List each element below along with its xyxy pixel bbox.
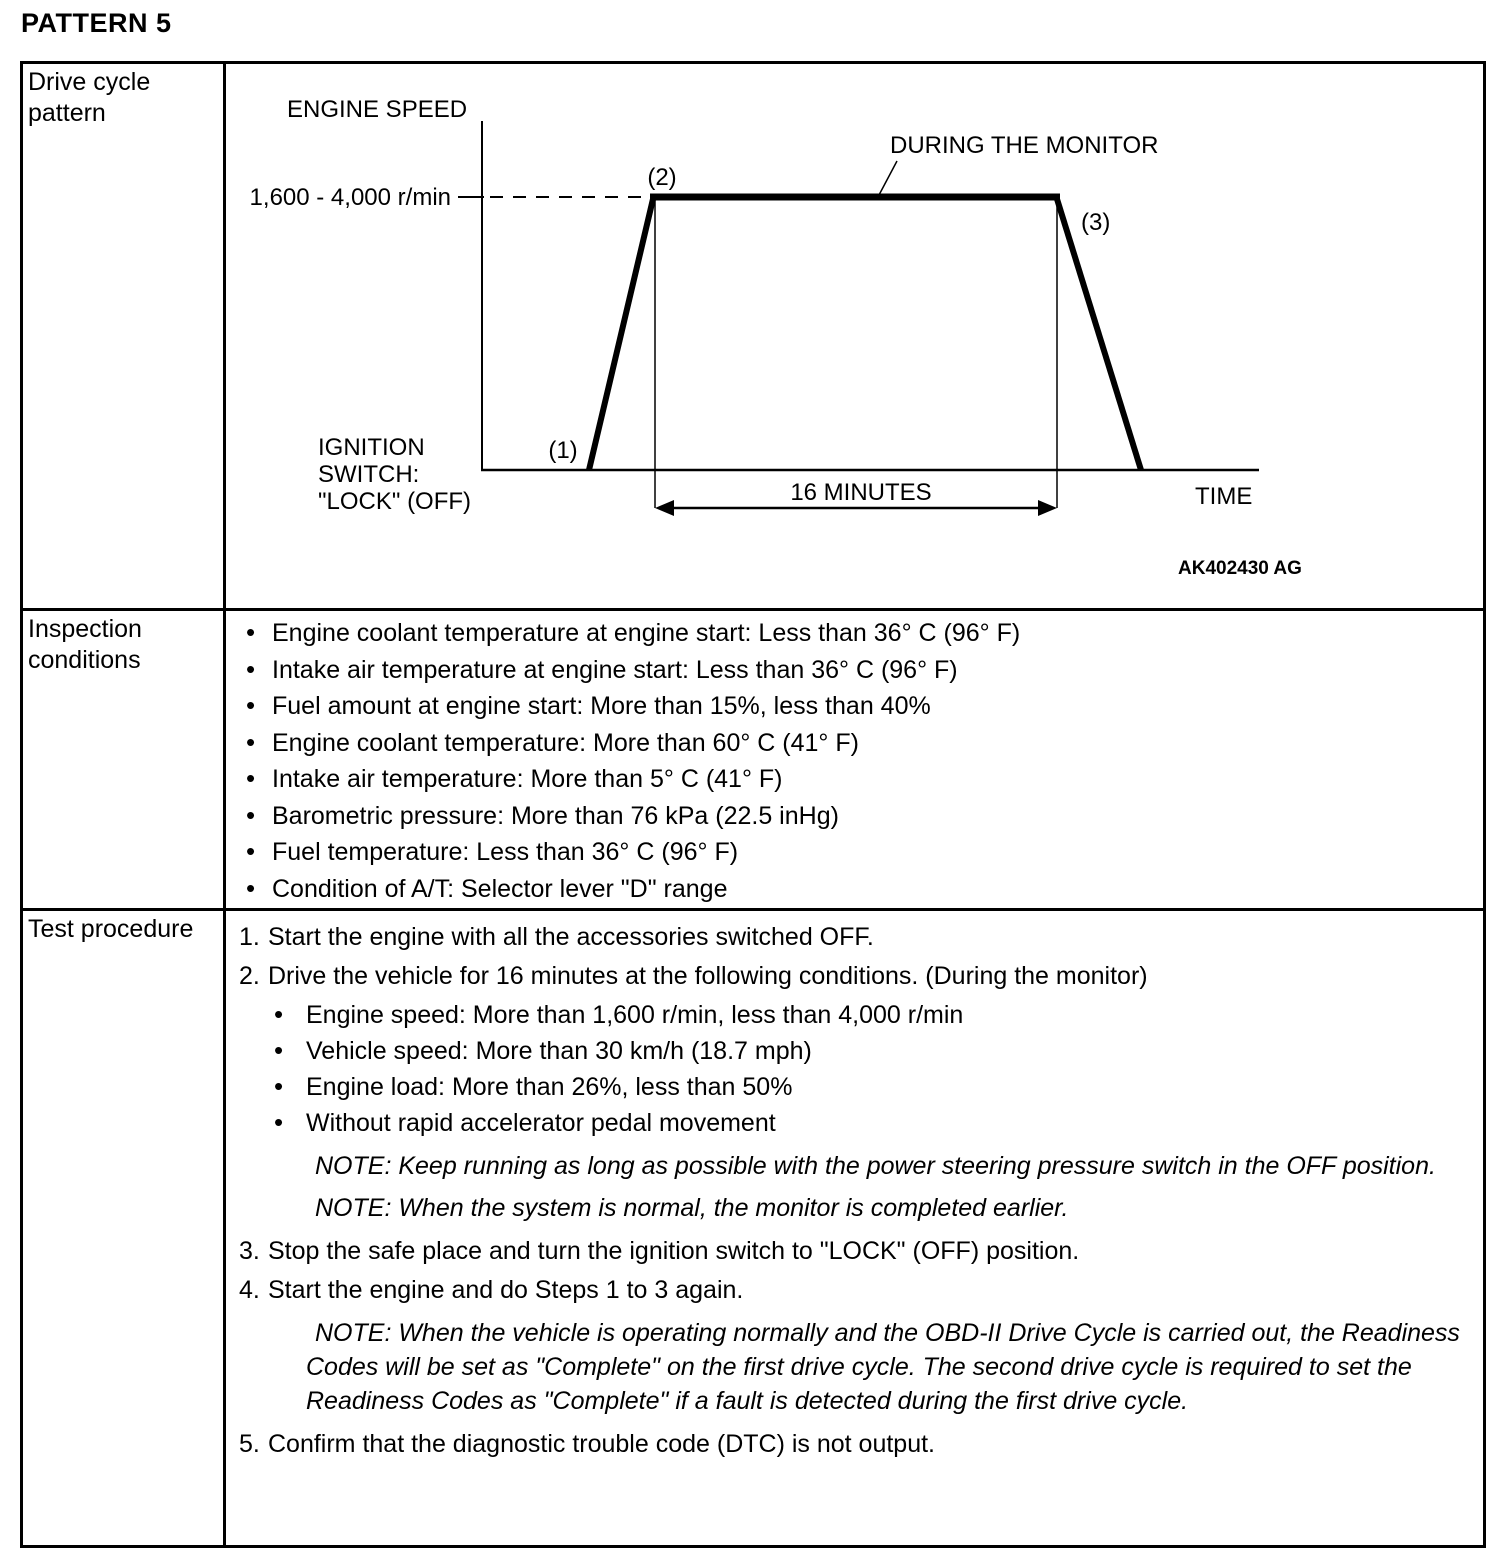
point-3-label: (3) (1081, 209, 1111, 236)
condition-text: Engine coolant temperature at engine start: Less than 36° C (96° F) (272, 619, 1021, 647)
point-1-label: (1) (548, 437, 578, 464)
procedure-step (226, 1233, 1471, 1269)
drive-cycle-pattern-table (20, 61, 1486, 1548)
ignition-label-line2: SWITCH: (318, 461, 420, 488)
during-monitor-label: DURING THE MONITOR (890, 132, 1159, 159)
sub-bullet-text: Without rapid accelerator pedal movement (306, 1109, 776, 1137)
bullet-icon: • (246, 872, 256, 903)
point-2-label: (2) (647, 164, 677, 191)
procedure-sub-bullet (226, 1069, 1471, 1105)
procedure-sub-bullet (226, 1033, 1471, 1069)
list-item (226, 761, 1473, 798)
condition-text: Fuel amount at engine start: More than 15%, less than 40% (272, 692, 931, 720)
figure-code: AK402430 AG (1178, 558, 1302, 579)
during-monitor-leader-line (879, 161, 897, 195)
step-text: Start the engine with all the accessories switched OFF. (268, 923, 874, 951)
list-item (226, 725, 1473, 762)
bullet-icon: • (246, 763, 256, 793)
step-text: Stop the safe place and turn the ignition switch to "LOCK" (OFF) position. (268, 1237, 1080, 1265)
sub-bullet-text: Engine speed: More than 1,600 r/min, less than 4,000 r/min (306, 1001, 964, 1029)
deceleration-line (1057, 199, 1141, 470)
duration-arrowhead-left-icon (655, 500, 674, 516)
procedure-note: NOTE: When the system is normal, the monitor is completed earlier. (315, 1194, 1069, 1222)
condition-text: Intake air temperature: More than 5° C (41° F) (272, 765, 783, 793)
list-item (226, 798, 1473, 835)
bullet-icon: • (274, 1035, 284, 1065)
bullet-icon: • (246, 617, 256, 647)
y-axis-title: ENGINE SPEED (287, 96, 468, 123)
procedure-note: NOTE: When the vehicle is operating normally and the OBD-II Drive Cycle is carried out, the Readiness Codes will be set as "Complete" on the first drive cycle. The second drive cycle is required to set the Readiness Codes as "Complete" if a fault is detected during the first drive cycle. (306, 1319, 1460, 1415)
list-item (226, 834, 1473, 871)
acceleration-line (589, 199, 653, 470)
procedure-note: NOTE: Keep running as long as possible with the power steering pressure switch in the OFF position. (315, 1152, 1436, 1180)
bullet-icon: • (246, 799, 256, 830)
page-title: PATTERN 5 (21, 8, 172, 38)
bullet-icon: • (246, 726, 256, 757)
step-text: Confirm that the diagnostic trouble code (DTC) is not output. (268, 1430, 935, 1458)
inspection-conditions-list (226, 611, 1483, 907)
duration-label: 16 MINUTES (790, 479, 932, 506)
engine-speed-time-chart (226, 64, 1483, 608)
bullet-icon: • (274, 1071, 284, 1101)
step-number: 1. (239, 923, 260, 951)
condition-text: Intake air temperature at engine start: Less than 36° C (96° F) (272, 655, 958, 684)
bullet-icon: • (246, 690, 256, 720)
list-item (226, 615, 1473, 652)
list-item (226, 688, 1473, 725)
y-value-label: 1,600 - 4,000 r/min (249, 184, 451, 211)
row-label-test-procedure: Test procedure (23, 911, 223, 1545)
row-label-inspection-conditions: Inspection conditions (23, 611, 223, 908)
bullet-icon: • (274, 999, 284, 1029)
bullet-icon: • (274, 1107, 284, 1137)
procedure-step (226, 1426, 1471, 1462)
step-text: Drive the vehicle for 16 minutes at the following conditions. (During the monitor) (268, 962, 1148, 990)
duration-arrowhead-right-icon (1038, 500, 1057, 516)
condition-text: Fuel temperature: Less than 36° C (96° F) (272, 838, 739, 866)
condition-text: Engine coolant temperature: More than 60° C (41° F) (272, 728, 859, 757)
bullet-icon: • (246, 653, 256, 684)
inspection-conditions-cell (226, 611, 1483, 908)
procedure-step (226, 919, 1471, 955)
x-axis-title: TIME (1195, 483, 1253, 510)
sub-bullet-text: Engine load: More than 26%, less than 50% (306, 1073, 793, 1101)
procedure-sub-bullet (226, 997, 1471, 1033)
list-item (226, 871, 1473, 908)
step-number: 2. (239, 962, 260, 990)
list-item (226, 652, 1473, 689)
bullet-icon: • (246, 836, 256, 866)
step-number: 3. (239, 1237, 260, 1265)
step-number: 4. (239, 1276, 260, 1304)
test-procedure-cell (226, 911, 1483, 1545)
procedure-sub-bullet (226, 1105, 1471, 1141)
procedure-step (226, 1272, 1471, 1308)
ignition-label-line1: IGNITION (318, 434, 425, 461)
row-label-drive-cycle-pattern: Drive cycle pattern (23, 64, 223, 608)
procedure-step (226, 958, 1471, 994)
drive-cycle-diagram (226, 64, 1483, 608)
step-text: Start the engine and do Steps 1 to 3 again. (268, 1276, 744, 1304)
step-number: 5. (239, 1430, 260, 1458)
condition-text: Barometric pressure: More than 76 kPa (22.5 inHg) (272, 801, 839, 830)
ignition-label-line3: "LOCK" (OFF) (318, 488, 472, 515)
sub-bullet-text: Vehicle speed: More than 30 km/h (18.7 mph) (306, 1037, 812, 1065)
condition-text: Condition of A/T: Selector lever "D" range (272, 874, 728, 903)
